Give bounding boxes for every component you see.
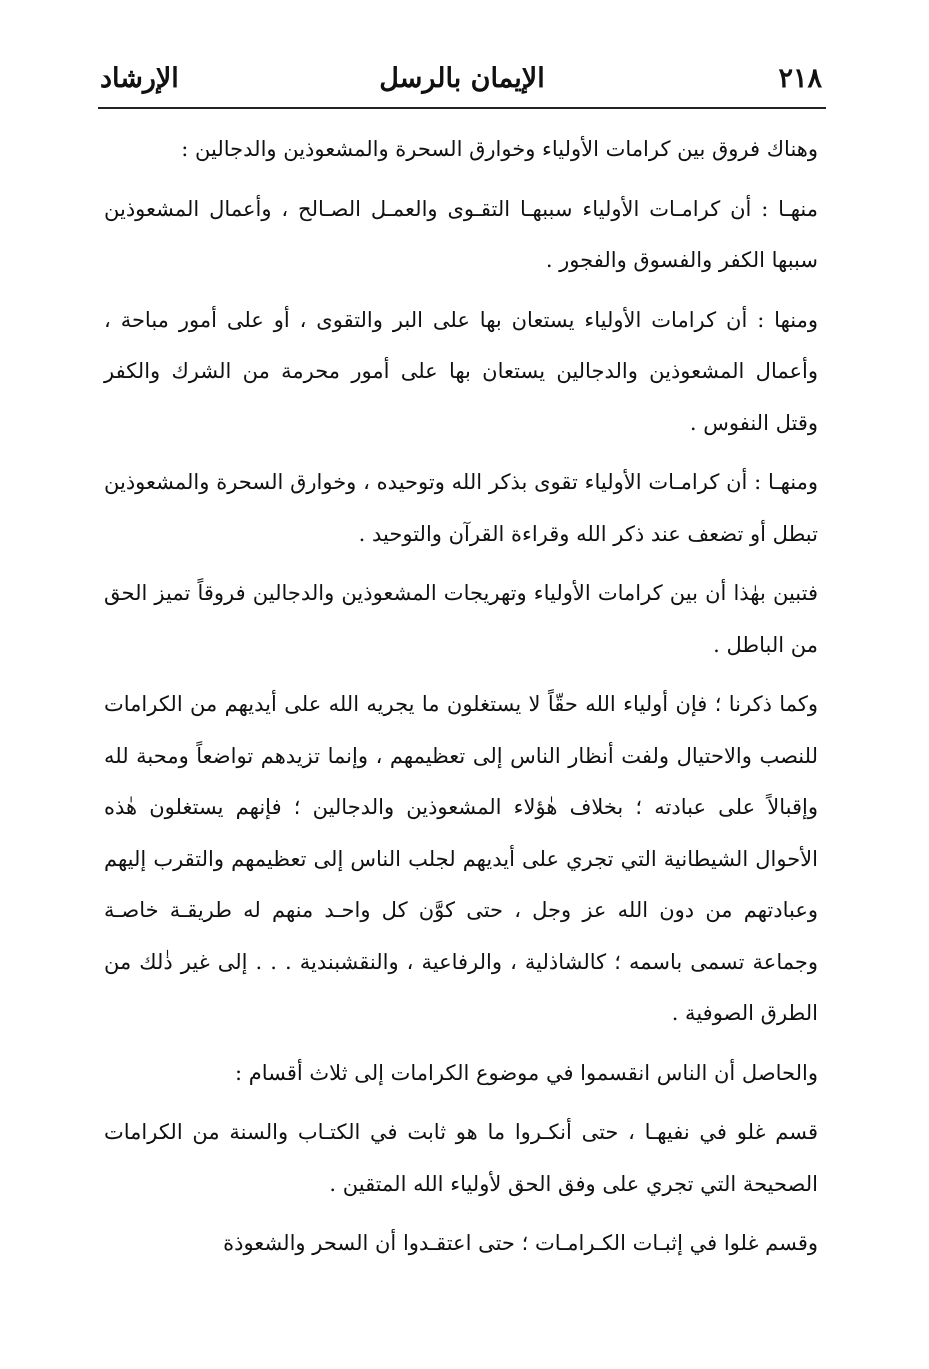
paragraph-difference-use: ومنها : أن كرامات الأولياء يستعان بها على البر والتقوى ، أو على أمور مباحة ، وأعمال المشعوذين والدجالين يستعان بها على أمور محرمة من الشرك والكفر وقتل النفوس .	[104, 307, 818, 435]
paragraph-group-deniers: قسم غلو في نفيهـا ، حتى أنكـروا ما هو ثابت في الكتـاب والسنة من الكرامات الصحيحة التي تجري على وفق الحق لأولياء الله المتقين .	[104, 1120, 818, 1196]
page-number: ٢١٨	[778, 63, 822, 94]
page-header	[98, 56, 826, 102]
section-title: الإرشاد	[100, 63, 179, 94]
paragraph-exploitation: وكما ذكرنا ؛ فإن أولياء الله حقّاً لا يستغلون ما يجريه الله على أيديهم من الكرامات للنصب والاحتيال ولفت أنظار الناس إلى تعظيمهم ، وإنما تزيدهم تواضعاً ومحبة لله وإقبالاً على عبادته ؛ بخلاف هٰؤلاء المشعوذين والدجالين ؛ فإنهم يستغلون هٰذه الأحوال الشيطانية التي تجري على أيديهم لجلب الناس إلى تعظيمهم والتقرب إليهم وعبادتهم من دون الله عز وجل ، حتى كوَّن كل واحـد منهم له طريقـة خاصـة وجماعة تسمى باسمه ؛ كالشاذلية ، والرفاعية ، والنقشبندية . . . إلى غير ذٰلك من الطرق الصوفية .	[104, 692, 818, 1025]
paragraph-difference-cause: منهـا : أن كرامـات الأولياء سببهـا التقـوى والعمـل الصـالح ، وأعمال المشعوذين سببها الكفر والفسوق والفجور .	[104, 196, 818, 272]
header-divider	[98, 107, 826, 109]
paragraph-conclusion: فتبين بهٰذا أن بين كرامات الأولياء وتهريجات المشعوذين والدجالين فروقاً تميز الحق من الباطل .	[104, 581, 818, 657]
page-body	[104, 124, 818, 1278]
paragraph-three-groups: والحاصل أن الناس انقسموا في موضوع الكرامات إلى ثلاث أقسام :	[234, 1060, 818, 1085]
running-title: الإيمان بالرسل	[379, 63, 545, 94]
paragraph-group-exaggerators: وقسم غلوا في إثبـات الكـرامـات ؛ حتى اعتقـدوا أن السحر والشعوذة	[223, 1231, 818, 1255]
paragraph-difference-dhikr: ومنهـا : أن كرامـات الأولياء تقوى بذكر الله وتوحيده ، وخوارق السحرة والمشعوذين تبطل أو تضعف عند ذكر الله وقراءة القرآن والتوحيد .	[104, 470, 818, 546]
paragraph-intro: وهناك فروق بين كرامات الأولياء وخوارق السحرة والمشعوذين والدجالين :	[181, 137, 818, 161]
